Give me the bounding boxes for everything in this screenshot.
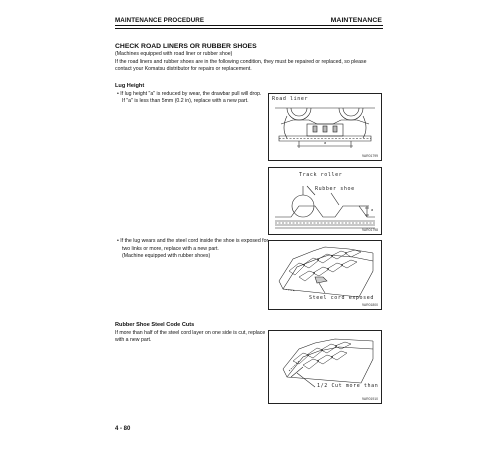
lug-height-bullet-2-line-3: (Machine equipped with rubber shoes) xyxy=(122,253,211,259)
page-number: 4 - 80 xyxy=(115,426,131,432)
intro-line-1: If the road liners and rubber shoes are in the following condition, they must be repaired or replaced, so please xyxy=(115,58,367,65)
code-cuts-line-1: If more than half of the steel cord layer on one side is cut, replace xyxy=(115,329,266,336)
lug-height-heading: Lug Height xyxy=(115,83,145,89)
figure-steel-cord-exposed xyxy=(268,240,382,310)
header-rule-thin xyxy=(115,28,383,29)
lug-height-bullet-2-line-2: two links or more, replace with a new part. xyxy=(122,245,219,252)
figure-half-cut-label: 1/2 Cut more than xyxy=(317,383,379,389)
header-rule xyxy=(115,25,383,26)
code-cuts-heading: Rubber Shoe Steel Code Cuts xyxy=(115,322,195,328)
figure-road-liner-label: Road liner xyxy=(272,96,309,102)
header-section-label: MAINTENANCE PROCEDURE xyxy=(115,17,205,24)
figure-half-cut-id: 9AR01910 xyxy=(361,397,378,401)
code-cuts-line-2: with a new part. xyxy=(115,337,152,343)
lug-height-bullet-1-line-1: If lug height "a" is reduced by wear, the drawbar pull will drop. xyxy=(120,90,262,97)
lug-height-bullet-2-line-1: If the lug wears and the steel cord inside the shoe is exposed for xyxy=(120,238,269,244)
figure-track-roller xyxy=(268,167,382,235)
half-cut-drawing xyxy=(269,331,381,403)
figure-half-cut xyxy=(268,330,382,404)
figure-track-roller-label: Track roller xyxy=(299,172,343,178)
road-liner-drawing xyxy=(269,94,381,160)
figure-road-liner-id: 9AR01799 xyxy=(361,154,378,158)
figure-steel-cord-label: Steel cord exposed xyxy=(309,295,374,301)
figure-road-liner-marker: a xyxy=(324,141,327,145)
lug-height-bullet-1: • If lug height "a" is reduced by wear, the drawbar pull will drop. xyxy=(117,90,262,97)
lug-height-bullet-1-line-2: If "a" is less than 5mm (0.2 in), replace with a new part. xyxy=(122,98,249,104)
figure-road-liner xyxy=(268,93,382,161)
intro-line-2: contact your Komatsu distributor for repairs or replacement. xyxy=(115,66,252,72)
figure-rubber-shoe-label: Rubber shoe xyxy=(315,186,355,192)
figure-track-roller-id: 9AR01798 xyxy=(361,228,378,232)
section-note: (Machines equipped with road liner or rubber shoe) xyxy=(115,51,233,57)
lug-height-bullet-2: • If the lug wears and the steel cord inside the shoe is exposed for xyxy=(117,238,269,244)
figure-steel-cord-id: 9AR01800 xyxy=(361,303,378,307)
section-title: CHECK ROAD LINERS OR RUBBER SHOES xyxy=(115,43,257,50)
figure-track-roller-marker: a xyxy=(371,208,374,212)
header-chapter-label: MAINTENANCE xyxy=(330,17,382,24)
